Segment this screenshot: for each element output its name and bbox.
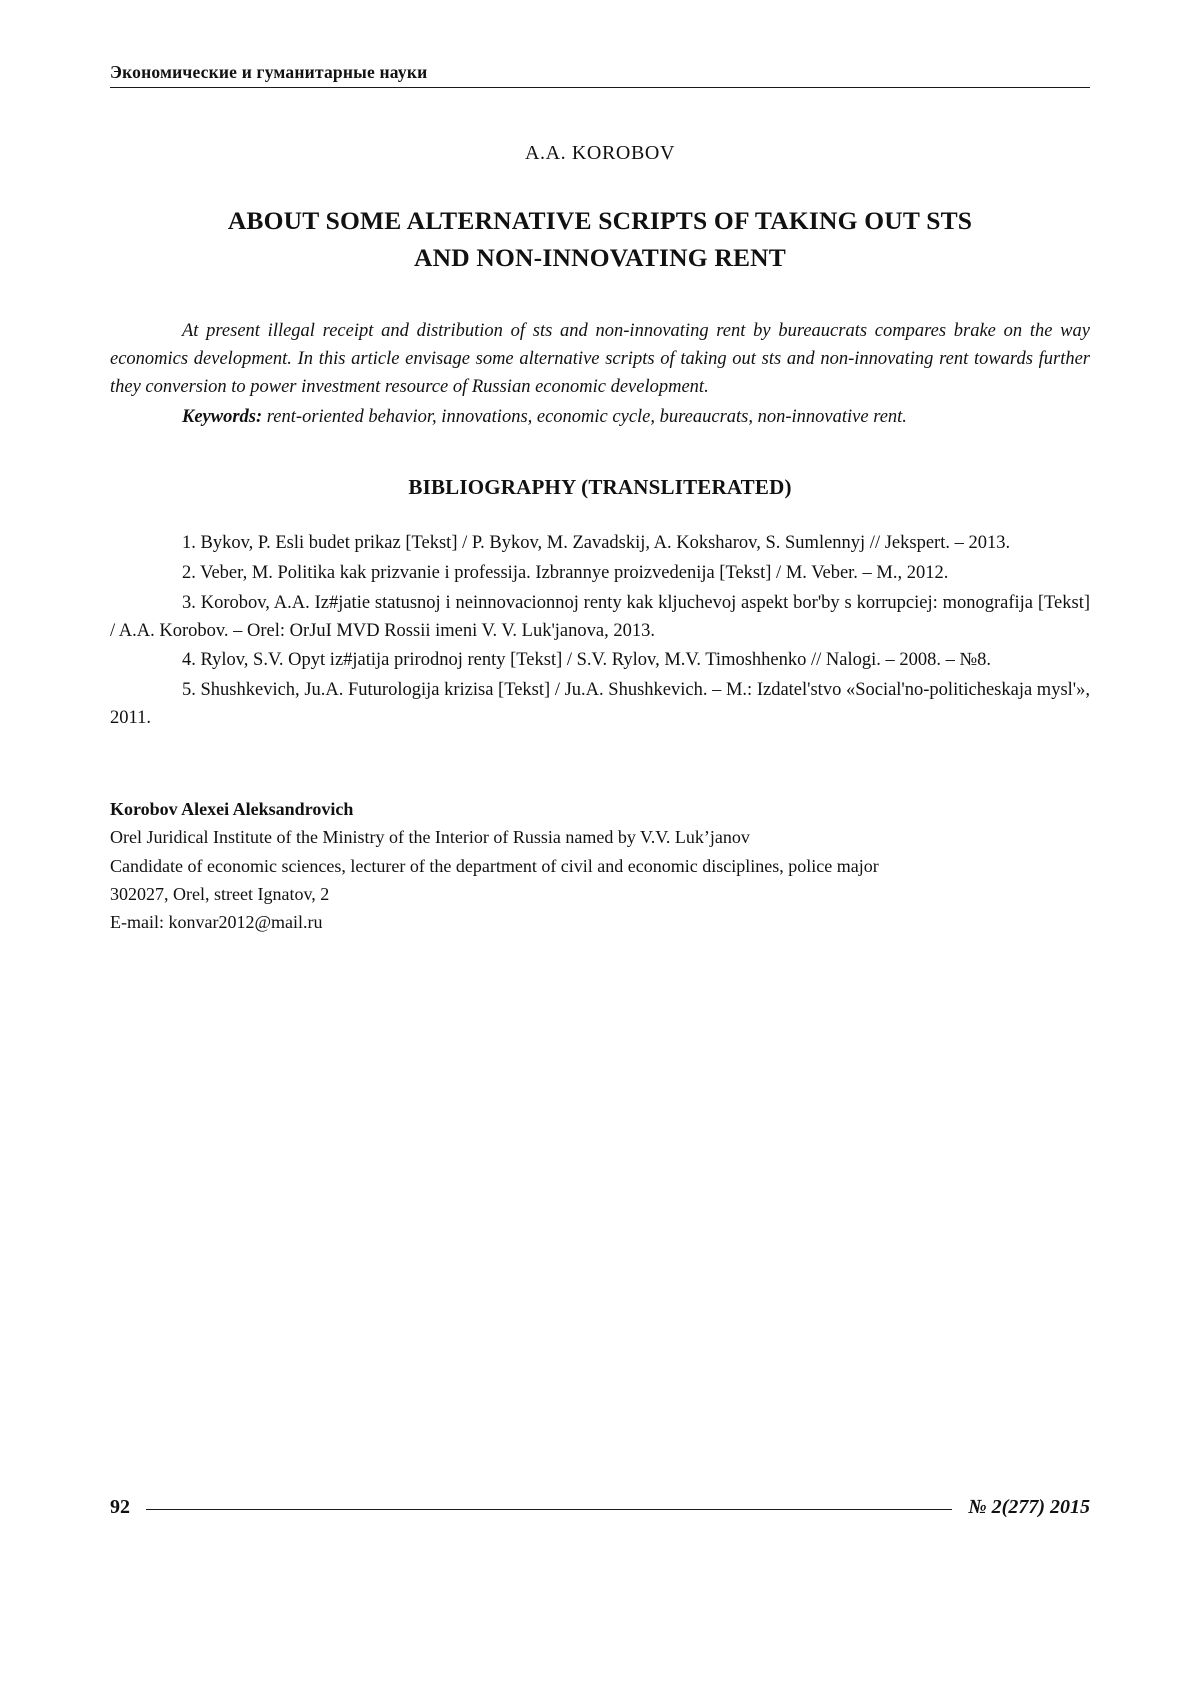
author-info-block: [110, 795, 1090, 937]
keywords: [110, 403, 1090, 431]
list-item: 2. Veber, M. Politika kak prizvanie i professija. Izbrannye proizvedenija [Tekst] / M. Veber. – M., 2012.: [182, 563, 949, 584]
author-email: E-mail: konvar2012@mail.ru: [110, 912, 323, 933]
author-name: Korobov Alexei Aleksandrovich: [110, 798, 354, 819]
abstract-text: At present illegal receipt and distribution of sts and non-innovating rent by bureaucrats compares brake on the way economics development. In this article envisage some alternative scripts of taking out sts and non-innovating rent towards further they conversion to power investment resource of Russian economic development.: [110, 320, 1090, 398]
abstract: [110, 317, 1090, 401]
page-title: [110, 203, 1090, 277]
article-title-line-1: ABOUT SOME ALTERNATIVE SCRIPTS OF TAKING OUT STS: [227, 206, 973, 235]
running-head: Экономические и гуманитарные науки: [110, 62, 428, 82]
running-head-rule: [110, 87, 1090, 88]
page-footer: [110, 1496, 1090, 1519]
keywords-text: rent-oriented behavior, innovations, economic cycle, bureaucrats, non-innovative rent.: [266, 407, 907, 428]
author-line: A.A. KOROBOV: [525, 142, 675, 164]
list-item: 3. Korobov, A.A. Iz#jatie statusnoj i neinnovacionnoj renty kak kljuchevoj aspekt bor'by s korrupciej: monografija [Tekst] / A.A. Korobov. – Orel: OrJuI MVD Rossii imeni V. V. Luk'janova, 2013.: [110, 592, 1090, 641]
keywords-label: Keywords:: [182, 407, 263, 428]
article-title-line-2: AND NON-INNOVATING RENT: [413, 242, 787, 272]
author-affiliation: Orel Juridical Institute of the Ministry of the Interior of Russia named by V.V. Luk’janov: [110, 827, 750, 848]
list-item: 1. Bykov, P. Esli budet prikaz [Tekst] / P. Bykov, M. Zavadskij, A. Koksharov, S. Sumlennyj // Jekspert. – 2013.: [182, 533, 1011, 554]
bibliography-list: [110, 530, 1090, 732]
list-item: 4. Rylov, S.V. Opyt iz#jatija prirodnoj renty [Tekst] / S.V. Rylov, M.V. Timoshhenko // Nalogi. – 2008. – №8.: [182, 650, 992, 671]
page-content: [110, 0, 1090, 937]
list-item: 5. Shushkevich, Ju.A. Futurologija krizisa [Tekst] / Ju.A. Shushkevich. – M.: Izdatel'stvo «Social'no-politicheskaja mysl'», 2011.: [110, 680, 1090, 728]
bibliography-heading: BIBLIOGRAPHY (TRANSLITERATED): [408, 475, 792, 500]
footer-page-number: 92: [110, 1496, 130, 1518]
author-position: Candidate of economic sciences, lecturer of the department of civil and economic disciplines, police major: [110, 855, 879, 876]
footer-rule: [146, 1509, 952, 1510]
footer-issue: № 2(277) 2015: [968, 1496, 1090, 1518]
author-address: 302027, Orel, street Ignatov, 2: [110, 883, 330, 904]
